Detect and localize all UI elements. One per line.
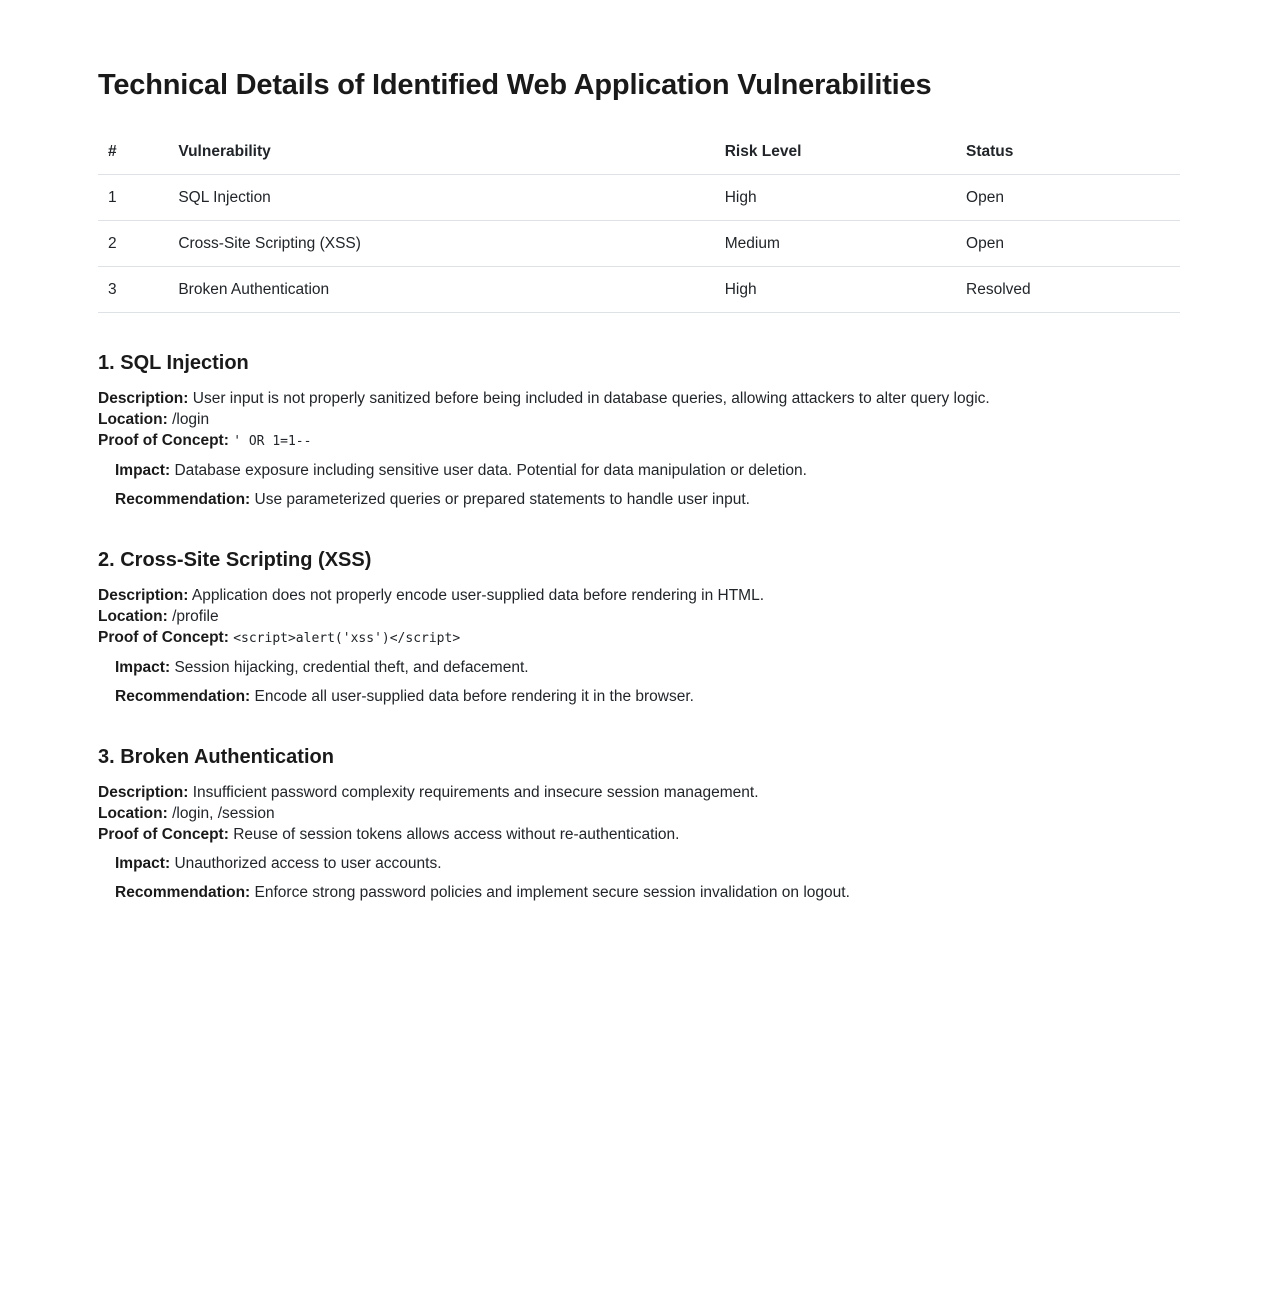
impact-text: Unauthorized access to user accounts. [174,855,442,872]
description-label: Description: [98,784,189,801]
proof-of-concept-line [98,627,1180,649]
location-label: Location: [98,608,168,625]
description-label: Description: [98,587,189,604]
table-row [98,175,1180,221]
recommendation-label: Recommendation: [115,688,251,705]
location-line [98,409,1180,430]
recommendation-text: Use parameterized queries or prepared statements to handle user input. [254,491,750,508]
location-line [98,803,1180,824]
table-row [98,221,1180,267]
row-number: 3 [98,267,168,313]
row-risk-level: High [715,267,956,313]
impact-paragraph [115,460,1180,481]
recommendation-text: Enforce strong password policies and implement secure session invalidation on logout. [254,884,850,901]
poc-code: ' OR 1=1-- [233,434,312,449]
section-meta [98,388,1180,452]
row-vulnerability: Broken Authentication [168,267,714,313]
col-header-number: # [98,129,168,175]
proof-of-concept-line [98,824,1180,845]
section-heading: 2. Cross-Site Scripting (XSS) [98,549,372,571]
row-risk-level: High [715,175,956,221]
location-text: /login, /session [172,805,275,822]
section-heading: 1. SQL Injection [98,352,249,374]
section-meta [98,585,1180,649]
description-text: Application does not properly encode user-supplied data before rendering in HTML. [191,587,765,604]
recommendation-label: Recommendation: [115,491,251,508]
row-vulnerability: SQL Injection [168,175,714,221]
location-label: Location: [98,411,168,428]
impact-label: Impact: [115,659,171,676]
section-meta [98,782,1180,845]
section-broken-authentication [98,744,1180,903]
recommendation-text: Encode all user-supplied data before rendering it in the browser. [254,688,694,705]
impact-paragraph [115,853,1180,874]
description-line [98,585,1180,606]
impact-label: Impact: [115,855,171,872]
page-title: Technical Details of Identified Web Application Vulnerabilities [98,69,932,101]
description-line [98,782,1180,803]
section-xss [98,547,1180,707]
proof-of-concept-line [98,430,1180,452]
row-status: Resolved [956,267,1180,313]
description-line [98,388,1180,409]
vulnerability-table [98,129,1180,313]
col-header-risk-level: Risk Level [715,129,956,175]
row-risk-level: Medium [715,221,956,267]
row-number: 1 [98,175,168,221]
poc-text: Reuse of session tokens allows access without re-authentication. [233,826,680,843]
impact-paragraph [115,657,1180,678]
row-status: Open [956,175,1180,221]
recommendation-paragraph [115,686,1180,707]
table-row [98,267,1180,313]
description-text: Insufficient password complexity requirements and insecure session management. [192,784,759,801]
poc-label: Proof of Concept: [98,432,229,449]
section-heading: 3. Broken Authentication [98,746,334,768]
location-text: /profile [172,608,219,625]
row-vulnerability: Cross-Site Scripting (XSS) [168,221,714,267]
poc-label: Proof of Concept: [98,629,229,646]
col-header-status: Status [956,129,1180,175]
poc-code: <script>alert('xss')</script> [233,631,461,646]
location-line [98,606,1180,627]
impact-text: Database exposure including sensitive user data. Potential for data manipulation or deletion. [174,462,807,479]
row-status: Open [956,221,1180,267]
section-sql-injection [98,350,1180,510]
description-text: User input is not properly sanitized before being included in database queries, allowing attackers to alter query logic. [192,390,990,407]
impact-label: Impact: [115,462,171,479]
recommendation-paragraph [115,489,1180,510]
col-header-vulnerability: Vulnerability [168,129,714,175]
impact-text: Session hijacking, credential theft, and defacement. [174,659,529,676]
recommendation-paragraph [115,882,1180,903]
recommendation-label: Recommendation: [115,884,251,901]
poc-label: Proof of Concept: [98,826,229,843]
table-header-row [98,129,1180,175]
location-text: /login [172,411,210,428]
row-number: 2 [98,221,168,267]
description-label: Description: [98,390,189,407]
location-label: Location: [98,805,168,822]
